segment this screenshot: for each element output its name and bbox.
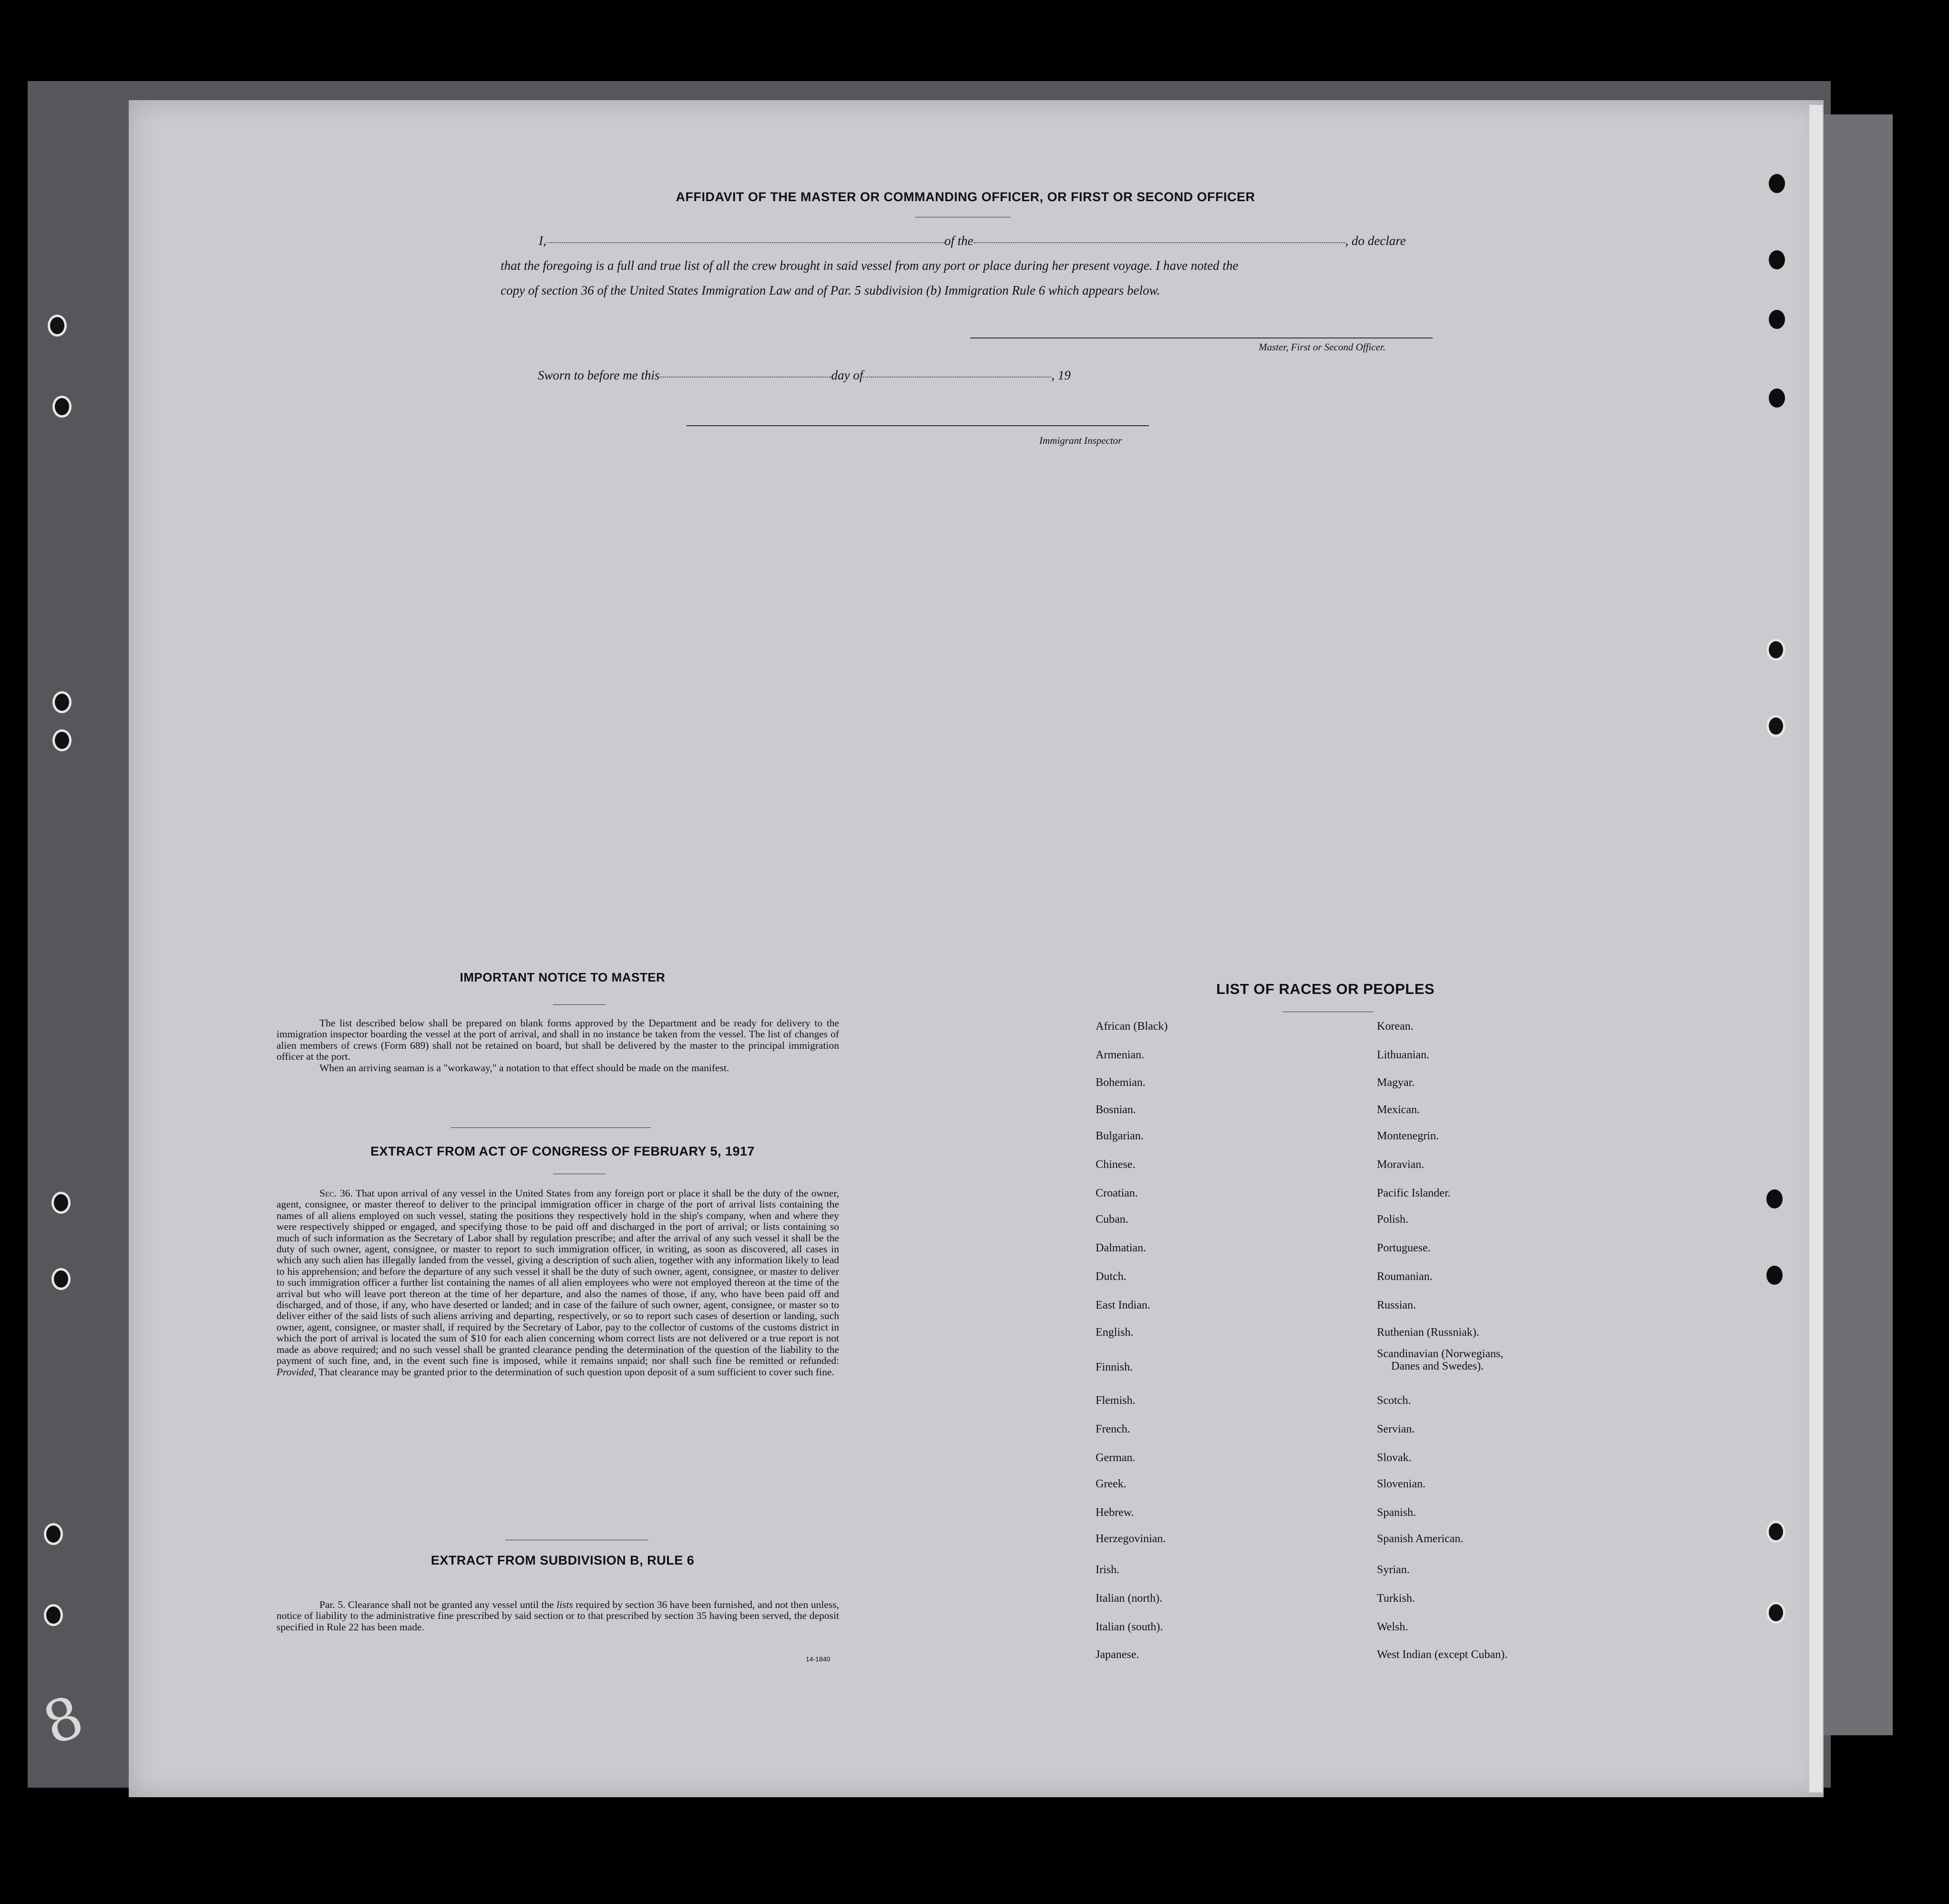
race-item: Herzegovinian. bbox=[1096, 1533, 1166, 1545]
binder-hole bbox=[1769, 250, 1785, 269]
races-left-column bbox=[1096, 1020, 1363, 1669]
act-title: EXTRACT FROM ACT OF CONGRESS OF FEBRUARY 5, 1917 bbox=[370, 1144, 755, 1158]
race-item: East Indian. bbox=[1096, 1299, 1150, 1311]
race-item: Lithuanian. bbox=[1377, 1049, 1429, 1061]
affidavit-line-3: copy of section 36 of the United States Immigration Law and of Par. 5 subdivision (b) Immigration Rule 6 which appears below. bbox=[501, 283, 1160, 297]
race-item-continuation: Danes and Swedes). bbox=[1391, 1360, 1484, 1372]
affidavit-title: AFFIDAVIT OF THE MASTER OR COMMANDING OFFICER, OR FIRST OR SECOND OFFICER bbox=[676, 190, 1255, 204]
inspector-signature-line bbox=[687, 425, 1149, 426]
race-item: Hebrew. bbox=[1096, 1506, 1134, 1519]
affidavit-line-1 bbox=[539, 234, 1406, 248]
race-item: Servian. bbox=[1377, 1423, 1415, 1435]
binder-hole bbox=[44, 1523, 63, 1545]
race-item: Dalmatian. bbox=[1096, 1242, 1146, 1254]
race-item: Chinese. bbox=[1096, 1158, 1136, 1171]
notice-title: IMPORTANT NOTICE TO MASTER bbox=[460, 970, 666, 984]
notice-paragraph-1: The list described below shall be prepared on blank forms approved by the Department and be ready for delivery to the immigration inspector boarding the vessel at the port of arrival, and shall in no instance be taken from the vessel. The list of changes of alien members of crews (Form 689) shall not be retained on board, but shall be delivered by the master to the principal immigration officer at the port. bbox=[277, 1017, 839, 1063]
race-item: Italian (south). bbox=[1096, 1621, 1163, 1633]
race-item: Greek. bbox=[1096, 1478, 1127, 1490]
race-item: Cuban. bbox=[1096, 1213, 1128, 1226]
race-item: Slovak. bbox=[1377, 1452, 1412, 1464]
race-item: Moravian. bbox=[1377, 1158, 1425, 1171]
binder-hole bbox=[1766, 1521, 1785, 1543]
race-item: Bulgarian. bbox=[1096, 1130, 1144, 1142]
section-label: Sec. 36. bbox=[319, 1187, 353, 1199]
master-signature-label: Master, First or Second Officer. bbox=[1259, 341, 1385, 353]
race-item: Syrian. bbox=[1377, 1564, 1410, 1576]
section-text: That upon arrival of any vessel in the United States from any foreign port or place it shall be the duty of the owner, agent, consignee, or master thereof to deliver to the principal immigration officer in charge of the port of arrival lists containing the names of all aliens employed on such vessel, stating the positions they respectively hold in the ship's company, when and where they were respectively shipped or engaged, and specifying those to be paid off and discharged in the port of arrival; or lists containing so much of such information as the Secretary of Labor shall by regulation prescribe; and after the arrival of any such vessel it shall be the duty of such owner, agent, consignee, or master to report to such immigration officer, in writing, as soon as discovered, all cases in which any such alien has illegally landed from the vessel, giving a description of such alien, together with any information likely to lead to his apprehension; and before the departure of any such vessel it shall be the duty of such owner, agent, consignee, or master to deliver to such immigration officer a further list containing the names of all alien employees who were not employed thereon at the time of the arrival but who will leave port thereon at the time of her departure, and also the names of those, if any, who have been paid off and discharged, and of those, if any, who have deserted or landed; and in case of the failure of such owner, agent, consignee, or master so to deliver either of the said lists of such aliens arriving and departing, respectively, or so to report such cases of desertion or landing, such owner, agent, consignee, or master shall, if required by the Secretary of Labor, pay to the collector of customs of the customs district in which the port of arrival is located the sum of $10 for each alien concerning whom correct lists are not delivered or a true report is not made as above required; and no such vessel shall be granted clearance pending the determination of the question of the liability to the payment of such fine, and, in the event such fine is imposed, while it remains unpaid; nor shall such fine be remitted or refunded: bbox=[277, 1187, 839, 1367]
rule-text-a: Par. 5. Clearance shall not be granted any vessel until the bbox=[319, 1599, 554, 1610]
race-item: Italian (north). bbox=[1096, 1592, 1162, 1605]
race-item: African (Black) bbox=[1096, 1020, 1168, 1033]
binder-hole bbox=[1766, 1266, 1783, 1285]
race-item: Welsh. bbox=[1377, 1621, 1408, 1633]
binder-hole bbox=[48, 315, 67, 337]
race-item: German. bbox=[1096, 1452, 1136, 1464]
rule-title: EXTRACT FROM SUBDIVISION B, RULE 6 bbox=[431, 1553, 695, 1567]
binder-hole bbox=[1766, 1602, 1785, 1624]
binder-hole bbox=[1769, 310, 1785, 329]
binder-hole bbox=[1766, 639, 1785, 661]
notice-paragraph-2: When an arriving seaman is a "workaway," a notation to that effect should be made on the manifest. bbox=[319, 1062, 729, 1074]
provided-word: Provided, bbox=[277, 1366, 317, 1378]
declare-label: , do declare bbox=[1345, 234, 1406, 248]
race-item: Finnish. bbox=[1096, 1361, 1133, 1373]
race-item: Spanish American. bbox=[1377, 1533, 1464, 1545]
sworn-line bbox=[538, 368, 1071, 383]
race-item: Ruthenian (Russniak). bbox=[1377, 1326, 1479, 1339]
binder-hole bbox=[1766, 1189, 1783, 1208]
race-item: Scandinavian (Norwegians, bbox=[1377, 1348, 1504, 1360]
race-item: Portuguese. bbox=[1377, 1242, 1431, 1254]
race-item: Korean. bbox=[1377, 1020, 1414, 1033]
race-item: Bosnian. bbox=[1096, 1104, 1136, 1116]
race-item: Scotch. bbox=[1377, 1394, 1411, 1407]
race-item: Slovenian. bbox=[1377, 1478, 1426, 1490]
page-edge bbox=[1809, 105, 1823, 1792]
binder-hole bbox=[52, 691, 72, 713]
binder-hole bbox=[51, 1268, 71, 1290]
sworn-prefix: Sworn to before me this bbox=[538, 368, 660, 382]
section-text-end: That clearance may be granted prior to the determination of such question upon deposit of a sum sufficient to cover such fine. bbox=[318, 1366, 834, 1378]
race-item: Dutch. bbox=[1096, 1270, 1127, 1283]
race-item: Polish. bbox=[1377, 1213, 1409, 1226]
of-the-label: of the bbox=[944, 234, 974, 248]
race-item: French. bbox=[1096, 1423, 1130, 1435]
sworn-day: day of bbox=[831, 368, 863, 382]
binder-tab bbox=[1821, 114, 1893, 1735]
inspector-signature-label: Immigrant Inspector bbox=[1039, 435, 1122, 446]
race-item: West Indian (except Cuban). bbox=[1377, 1648, 1508, 1661]
race-item: Turkish. bbox=[1377, 1592, 1415, 1605]
binder-hole bbox=[1766, 715, 1785, 737]
race-item: Roumanian. bbox=[1377, 1270, 1433, 1283]
race-item: Pacific Islander. bbox=[1377, 1187, 1451, 1199]
race-item: Montenegrin. bbox=[1377, 1130, 1439, 1142]
binder-hole bbox=[52, 396, 72, 418]
form-number: 14-1840 bbox=[806, 1655, 831, 1663]
races-right-column bbox=[1377, 1020, 1711, 1669]
lists-word: lists bbox=[556, 1599, 573, 1610]
binder-hole bbox=[1769, 174, 1785, 193]
race-item: Flemish. bbox=[1096, 1394, 1136, 1407]
act-top-rule bbox=[451, 1127, 651, 1128]
race-item: Mexican. bbox=[1377, 1104, 1420, 1116]
notice-rule bbox=[553, 1004, 605, 1005]
notice-body bbox=[277, 1018, 839, 1074]
rule-body bbox=[277, 1599, 839, 1633]
binder-hole bbox=[52, 729, 72, 751]
race-item: Croatian. bbox=[1096, 1187, 1138, 1199]
binder-hole bbox=[51, 1192, 71, 1214]
i-label: I, bbox=[539, 234, 546, 248]
race-item: Magyar. bbox=[1377, 1076, 1415, 1089]
race-item: Bohemian. bbox=[1096, 1076, 1146, 1089]
race-item: Irish. bbox=[1096, 1564, 1119, 1576]
race-item: English. bbox=[1096, 1326, 1134, 1339]
race-item: Armenian. bbox=[1096, 1049, 1144, 1061]
binder-hole bbox=[44, 1604, 63, 1626]
corner-mark: 8 bbox=[35, 1683, 92, 1758]
race-item: Russian. bbox=[1377, 1299, 1416, 1311]
sworn-year: , 19 bbox=[1051, 368, 1071, 382]
act-body bbox=[277, 1188, 839, 1378]
rule-text-b: required by section 36 have been furnished, and not then unless, notice of liability to the administrative fine prescribed by said section or to that prescribed by section 35 having been served, the deposit specified in Rule 22 has been made. bbox=[277, 1599, 840, 1633]
binder-hole bbox=[1769, 389, 1785, 408]
races-title: LIST OF RACES OR PEOPLES bbox=[1216, 981, 1435, 997]
race-item: Spanish. bbox=[1377, 1506, 1416, 1519]
race-item: Japanese. bbox=[1096, 1648, 1139, 1661]
affidavit-line-2: that the foregoing is a full and true list of all the crew brought in said vessel from any port or place during her present voyage. I have noted the bbox=[501, 258, 1239, 273]
